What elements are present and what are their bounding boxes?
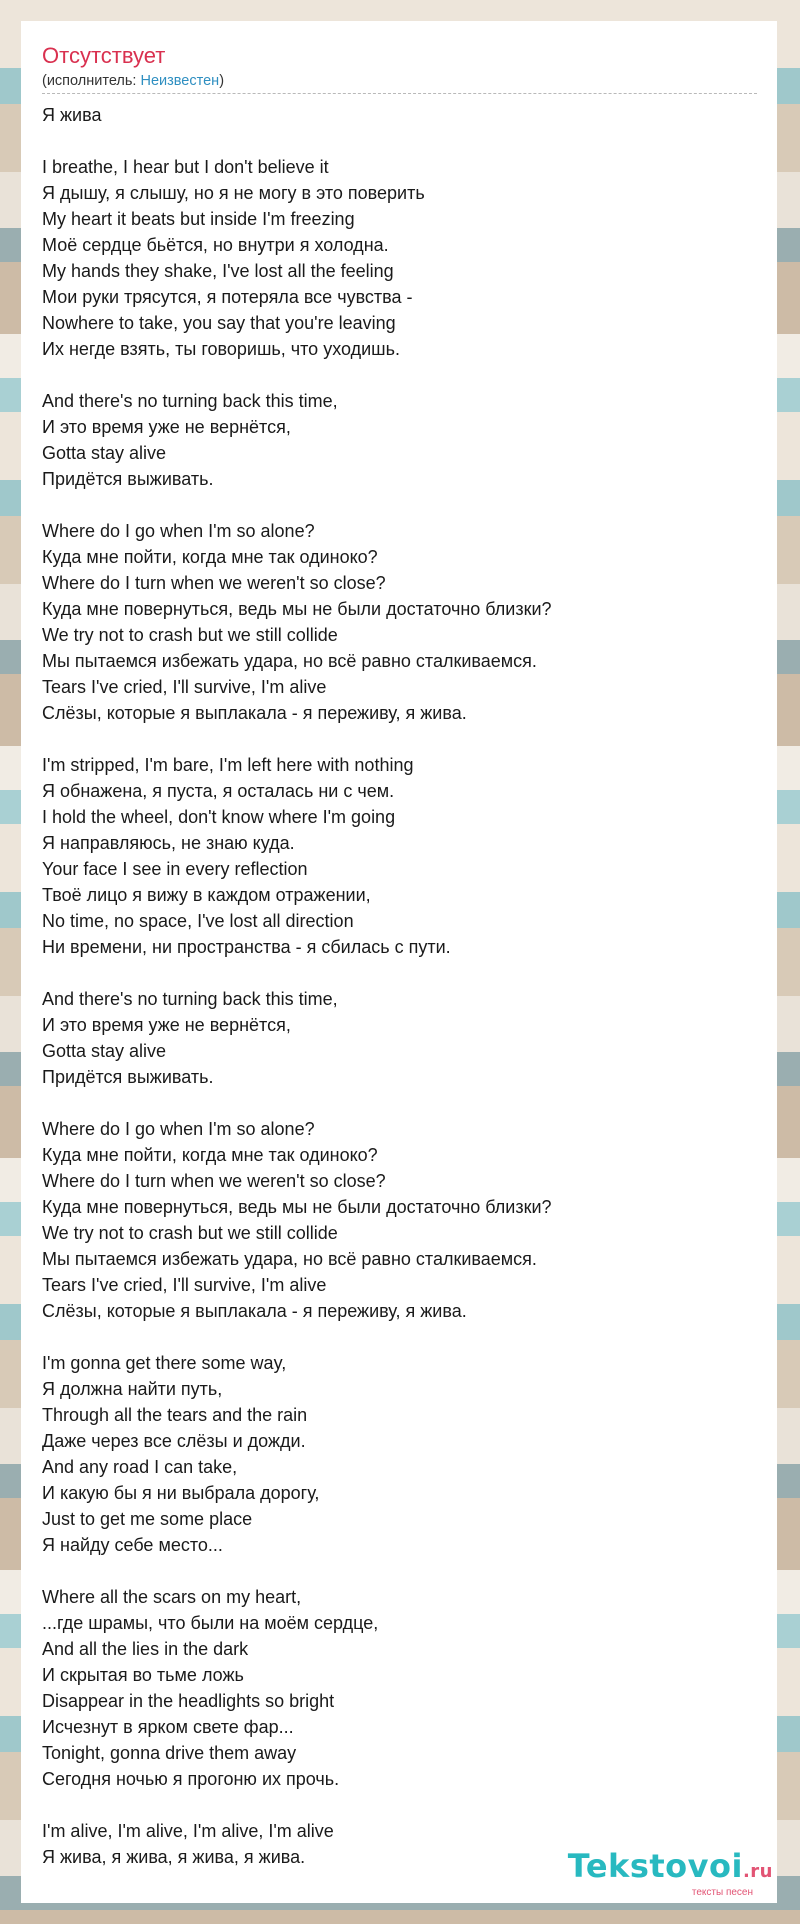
lyric-line: Я найду себе место... <box>42 1535 223 1555</box>
lyric-line: И какую бы я ни выбрала дорогу, <box>42 1483 320 1503</box>
lyric-line: Gotta stay alive <box>42 443 167 463</box>
lyric-line: И это время уже не вернётся, <box>42 1015 291 1035</box>
lyric-line: Куда мне пойти, когда мне так одиноко? <box>42 547 378 567</box>
lyric-line: Where do I go when I'm so alone? <box>42 521 315 541</box>
lyric-line: Your face I see in every reflection <box>42 859 308 879</box>
lyric-line: Куда мне пойти, когда мне так одиноко? <box>42 1145 378 1165</box>
lyric-line: Мы пытаемся избежать удара, но всё равно сталкиваемся. <box>42 1249 537 1269</box>
artist-link[interactable]: Неизвестен <box>140 73 220 89</box>
lyric-line: And there's no turning back this time, <box>42 391 338 411</box>
lyric-line: Tonight, gonna drive them away <box>42 1743 297 1763</box>
logo-tld: .ru <box>742 1861 773 1882</box>
lyric-line: No time, no space, I've lost all direction <box>42 911 354 931</box>
lyric-line: Я обнажена, я пуста, я осталась ни с чем. <box>42 781 395 801</box>
lyric-line: My heart it beats but inside I'm freezing <box>42 209 355 229</box>
lyric-line: Through all the tears and the rain <box>42 1405 308 1425</box>
lyric-line: I'm stripped, I'm bare, I'm left here with nothing <box>42 755 414 775</box>
lyric-line: Я направляюсь, не знаю куда. <box>42 833 295 853</box>
lyric-line: Gotta stay alive <box>42 1041 167 1061</box>
lyric-line: Nowhere to take, you say that you're leaving <box>42 313 396 333</box>
lyric-line: And any road I can take, <box>42 1457 238 1477</box>
lyrics-card <box>21 21 777 1903</box>
lyric-line: Я жива <box>42 105 102 125</box>
logo-main-text: Tekstovoi <box>567 1847 743 1885</box>
lyric-line: Where do I turn when we weren't so close? <box>42 573 386 593</box>
lyric-line: Tears I've cried, I'll survive, I'm alive <box>42 677 327 697</box>
artist-prefix: (исполнитель: <box>42 73 141 89</box>
stanza-break <box>42 1090 757 1116</box>
stanza-break <box>42 128 757 154</box>
lyric-line: I hold the wheel, don't know where I'm going <box>42 807 396 827</box>
lyric-line: Я дышу, я слышу, но я не могу в это поверить <box>42 183 425 203</box>
stanza-break <box>42 1558 757 1584</box>
lyric-line: My hands they shake, I've lost all the feeling <box>42 261 394 281</box>
lyric-line: I'm alive, I'm alive, I'm alive, I'm alive <box>42 1821 334 1841</box>
title-divider <box>42 93 757 94</box>
lyric-line: Придётся выживать. <box>42 469 214 489</box>
lyric-line: Даже через все слёзы и дожди. <box>42 1431 306 1451</box>
lyric-line: Их негде взять, ты говоришь, что уходишь. <box>42 339 400 359</box>
lyric-line: We try not to crash but we still collide <box>42 625 338 645</box>
stanza-break <box>42 726 757 752</box>
lyric-line: Слёзы, которые я выплакала - я переживу, я жива. <box>42 703 467 723</box>
lyric-line: Ни времени, ни пространства - я сбилась с пути. <box>42 937 451 957</box>
lyric-line: ...где шрамы, что были на моём сердце, <box>42 1613 379 1633</box>
lyric-line: Твоё лицо я вижу в каждом отражении, <box>42 885 371 905</box>
artist-suffix: ) <box>219 73 225 89</box>
lyric-line: And there's no turning back this time, <box>42 989 338 1009</box>
lyric-line: Моё сердце бьётся, но внутри я холодна. <box>42 235 389 255</box>
stanza-break <box>42 1324 757 1350</box>
stanza-break <box>42 1792 757 1818</box>
lyric-line: Я должна найти путь, <box>42 1379 223 1399</box>
lyrics-text <box>42 102 757 1870</box>
lyric-line: Куда мне повернуться, ведь мы не были достаточно близки? <box>42 599 552 619</box>
lyric-line: Мои руки трясутся, я потеряла все чувства - <box>42 287 413 307</box>
lyric-line: We try not to crash but we still collide <box>42 1223 338 1243</box>
stanza-break <box>42 960 757 986</box>
lyric-line: I'm gonna get there some way, <box>42 1353 287 1373</box>
lyric-line: Придётся выживать. <box>42 1067 214 1087</box>
lyric-line: Tears I've cried, I'll survive, I'm alive <box>42 1275 327 1295</box>
logo-wordmark <box>568 1849 773 1889</box>
stanza-break <box>42 362 757 388</box>
lyric-line: И это время уже не вернётся, <box>42 417 291 437</box>
lyric-line: Сегодня ночью я прогоню их прочь. <box>42 1769 340 1789</box>
stanza-break <box>42 492 757 518</box>
lyric-line: Just to get me some place <box>42 1509 253 1529</box>
lyric-line: И скрытая во тьме ложь <box>42 1665 244 1685</box>
lyric-line: Куда мне повернуться, ведь мы не были достаточно близки? <box>42 1197 552 1217</box>
lyric-line: Where all the scars on my heart, <box>42 1587 302 1607</box>
tekstovoi-logo[interactable] <box>568 1849 773 1899</box>
logo-tagline: тексты песен <box>691 1887 753 1898</box>
lyric-line: I breathe, I hear but I don't believe it <box>42 157 329 177</box>
artist-line <box>42 72 224 90</box>
lyric-line: Я жива, я жива, я жива, я жива. <box>42 1847 306 1867</box>
lyric-line: Слёзы, которые я выплакала - я переживу, я жива. <box>42 1301 467 1321</box>
song-title: Отсутствует <box>42 43 166 68</box>
lyric-line: Where do I turn when we weren't so close? <box>42 1171 386 1191</box>
lyric-line: Мы пытаемся избежать удара, но всё равно сталкиваемся. <box>42 651 537 671</box>
lyric-line: Исчезнут в ярком свете фар... <box>42 1717 294 1737</box>
lyric-line: Where do I go when I'm so alone? <box>42 1119 315 1139</box>
lyric-line: Disappear in the headlights so bright <box>42 1691 335 1711</box>
lyric-line: And all the lies in the dark <box>42 1639 249 1659</box>
